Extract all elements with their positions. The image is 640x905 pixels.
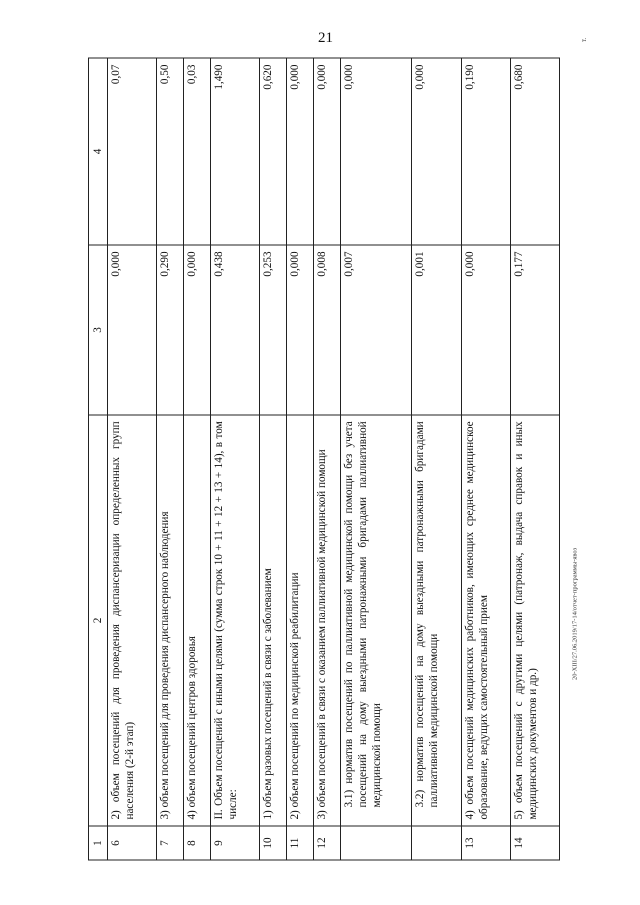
table-row bbox=[314, 58, 341, 860]
row-label: 4) объем посещений медицинских работников, имеющих среднее медицинское образование, ведущих самостоятельный прием bbox=[461, 414, 510, 825]
row-value-col4: 0,680 bbox=[510, 58, 559, 245]
row-label: II. Объем посещений с иными целями (сумма строк 10 + 11 + 12 + 13 + 14), в том числе: bbox=[211, 414, 260, 825]
row-number: 7 bbox=[157, 826, 184, 860]
row-value-col4: 0,000 bbox=[314, 58, 341, 245]
row-value-col4: 0,50 bbox=[157, 58, 184, 245]
row-value-col3: 0,177 bbox=[510, 244, 559, 414]
row-label: 2) объем посещений по медицинской реабилитации bbox=[287, 414, 314, 825]
table-row bbox=[510, 58, 559, 860]
row-value-col4: 0,000 bbox=[287, 58, 314, 245]
header-col-2: 2 bbox=[89, 414, 108, 825]
row-value-col3: 0,008 bbox=[314, 244, 341, 414]
row-value-col3: 0,290 bbox=[157, 244, 184, 414]
table-row bbox=[211, 58, 260, 860]
indicators-table bbox=[88, 57, 560, 860]
row-value-col4: 0,000 bbox=[341, 58, 412, 245]
row-number bbox=[341, 826, 412, 860]
table-row bbox=[157, 58, 184, 860]
table-row bbox=[108, 58, 157, 860]
table-row bbox=[184, 58, 211, 860]
table-row bbox=[412, 58, 461, 860]
corner-mark: т. bbox=[580, 37, 589, 43]
rotated-table-container bbox=[88, 57, 560, 860]
row-number: 14 bbox=[510, 826, 559, 860]
row-value-col4: 0,03 bbox=[184, 58, 211, 245]
row-number: 13 bbox=[461, 826, 510, 860]
row-value-col3: 0,253 bbox=[260, 244, 287, 414]
row-label: 3) объем посещений в связи с оказанием паллиативной медицинской помощи bbox=[314, 414, 341, 825]
row-label: 1) объем разовых посещений в связи с заболеванием bbox=[260, 414, 287, 825]
row-number: 9 bbox=[211, 826, 260, 860]
row-number: 8 bbox=[184, 826, 211, 860]
row-label: 2) объем посещений для проведения диспансеризации определенных групп населения (2-й этап) bbox=[108, 414, 157, 825]
row-value-col3: 0,007 bbox=[341, 244, 412, 414]
row-value-col3: 0,000 bbox=[184, 244, 211, 414]
row-number: 6 bbox=[108, 826, 157, 860]
row-number: 11 bbox=[287, 826, 314, 860]
row-value-col4: 1,490 bbox=[211, 58, 260, 245]
row-value-col3: 0,000 bbox=[108, 244, 157, 414]
header-col-1: 1 bbox=[89, 826, 108, 860]
row-label: 5) объем посещений с другими целями (патронаж, выдача справок и иных медицинских документов и др.) bbox=[510, 414, 559, 825]
row-value-col3: 0,438 bbox=[211, 244, 260, 414]
row-number: 10 bbox=[260, 826, 287, 860]
table-row bbox=[260, 58, 287, 860]
row-value-col4: 0,190 bbox=[461, 58, 510, 245]
table-row bbox=[341, 58, 412, 860]
row-number: 12 bbox=[314, 826, 341, 860]
row-value-col3: 0,000 bbox=[461, 244, 510, 414]
row-label: 3.1) норматив посещений по паллиативной медицинской помощи без учета посещений на дому выездными патронажными бригадами паллиативной медицинской помощи bbox=[341, 414, 412, 825]
row-value-col3: 0,000 bbox=[287, 244, 314, 414]
table-header-row bbox=[89, 58, 108, 860]
row-value-col4: 0,07 bbox=[108, 58, 157, 245]
page-number: 21 bbox=[318, 30, 333, 46]
table-row bbox=[461, 58, 510, 860]
row-label: 3) объем посещений для проведения диспансерного наблюдения bbox=[157, 414, 184, 825]
document-id-stamp: 20-XIII/27.06.2019/17-14/отчет-программы-явоз bbox=[571, 547, 579, 680]
table-row bbox=[287, 58, 314, 860]
header-col-3: 3 bbox=[89, 244, 108, 414]
row-value-col3: 0,001 bbox=[412, 244, 461, 414]
row-value-col4: 0,000 bbox=[412, 58, 461, 245]
row-label: 4) объем посещений центров здоровья bbox=[184, 414, 211, 825]
row-label: 3.2) норматив посещений на дому выездными патронажными бригадами паллиативной медицинской помощи bbox=[412, 414, 461, 825]
row-value-col4: 0,620 bbox=[260, 58, 287, 245]
header-col-4: 4 bbox=[89, 58, 108, 245]
row-number bbox=[412, 826, 461, 860]
